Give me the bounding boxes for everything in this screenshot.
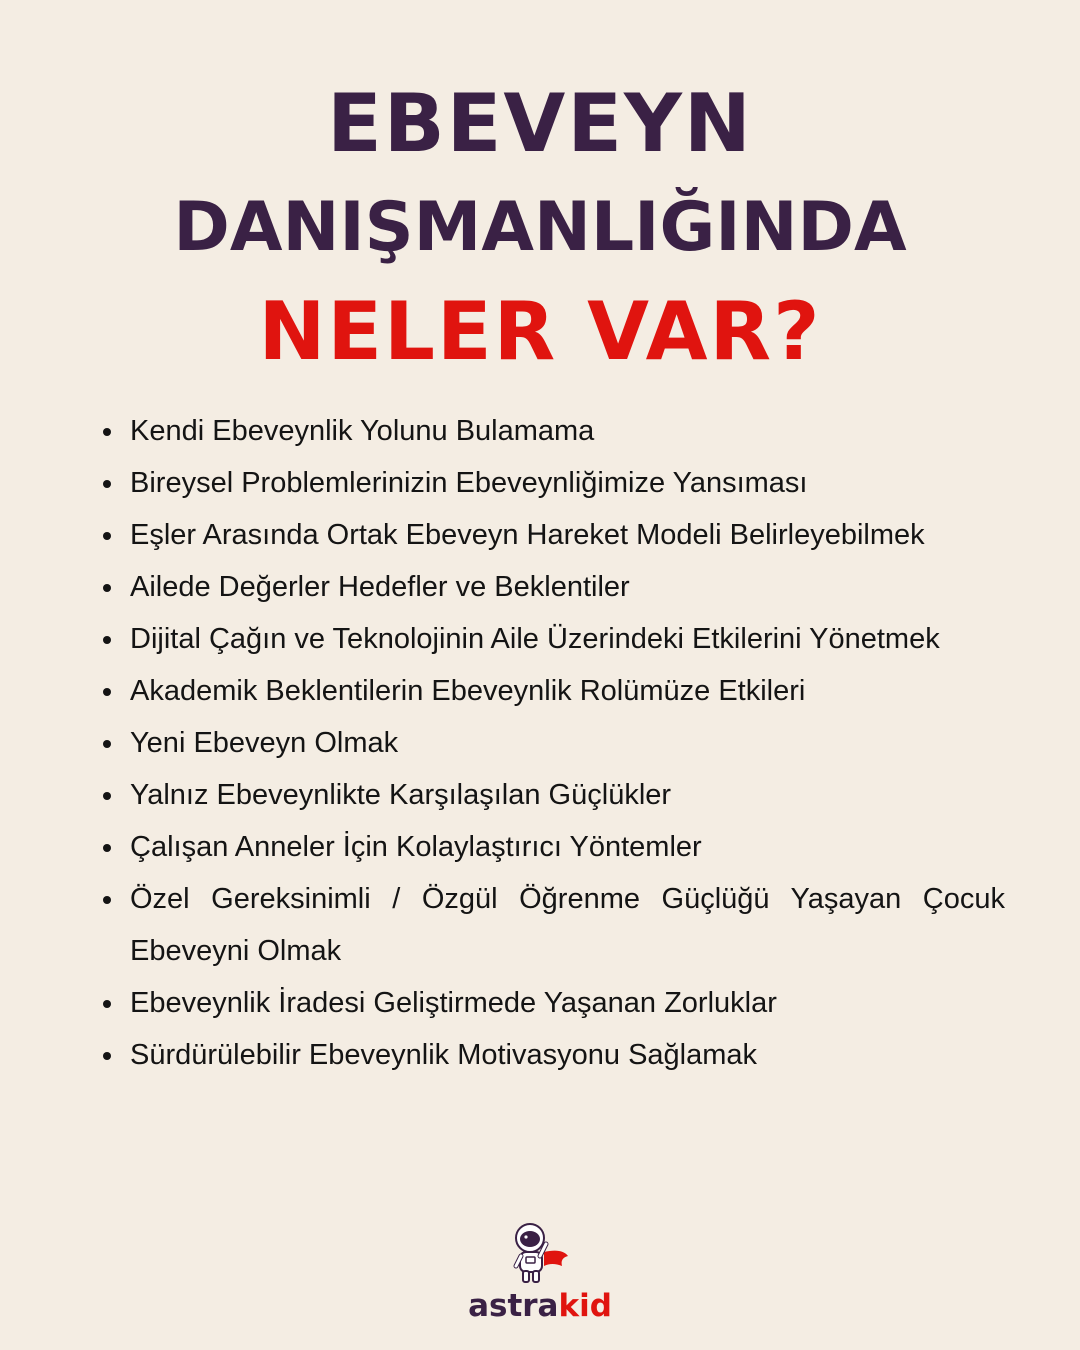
list-item (100, 561, 1005, 613)
list-item (100, 821, 1005, 873)
list-item (100, 977, 1005, 1029)
title-line-1: EBEVEYN (327, 77, 753, 170)
list-item-text: Çalışan Anneler İçin Kolaylaştırıcı Yöntemler (130, 831, 702, 863)
list-item-text: Ebeveynlik İradesi Geliştirmede Yaşanan Zorluklar (130, 987, 777, 1019)
topics-list (100, 405, 1005, 1081)
bullet-icon (103, 428, 111, 436)
bullet-icon (103, 688, 111, 696)
list-item (100, 509, 1005, 561)
astronaut-icon (500, 1222, 580, 1286)
list-item-text: Akademik Beklentilerin Ebeveynlik Rolümüze Etkileri (130, 675, 806, 707)
logo-text-kid: kid (558, 1288, 612, 1324)
title-line-2: DANIŞMANLIĞINDA (173, 188, 907, 267)
list-item-text: Bireysel Problemlerinizin Ebeveynliğimize Yansıması (130, 467, 808, 499)
logo-text-astra: astra (468, 1288, 559, 1324)
page-title (0, 72, 1080, 384)
list-item-text: Özel Gereksinimli / Özgül Öğrenme Güçlüğü Yaşayan Çocuk Ebeveyni Olmak (130, 883, 1005, 967)
list-item (100, 457, 1005, 509)
bullet-icon (103, 480, 111, 488)
list-item (100, 665, 1005, 717)
list-item (100, 1029, 1005, 1081)
bullet-icon (103, 792, 111, 800)
list-item-text: Kendi Ebeveynlik Yolunu Bulamama (130, 415, 595, 447)
list-item-text: Eşler Arasında Ortak Ebeveyn Hareket Modeli Belirleyebilmek (130, 519, 925, 551)
bullet-icon (103, 844, 111, 852)
bullet-icon (103, 584, 111, 592)
list-item (100, 873, 1005, 977)
logo-wordmark (0, 1288, 1080, 1324)
bullet-icon (103, 532, 111, 540)
brand-logo (0, 1222, 1080, 1324)
list-item-text: Yalnız Ebeveynlikte Karşılaşılan Güçlükler (130, 779, 672, 811)
list-item (100, 769, 1005, 821)
list-item-text: Yeni Ebeveyn Olmak (130, 727, 399, 759)
list-item-text: Sürdürülebilir Ebeveynlik Motivasyonu Sağlamak (130, 1039, 758, 1071)
list-item-text: Ailede Değerler Hedefler ve Beklentiler (130, 571, 630, 603)
list-item (100, 717, 1005, 769)
title-line-3: NELER VAR? (258, 285, 822, 378)
list-item (100, 405, 1005, 457)
bullet-icon (103, 1000, 111, 1008)
bullet-icon (103, 896, 111, 904)
bullet-icon (103, 1052, 111, 1060)
list-item-text: Dijital Çağın ve Teknolojinin Aile Üzerindeki Etkilerini Yönetmek (130, 623, 940, 655)
list-item (100, 613, 1005, 665)
bullet-icon (103, 636, 111, 644)
bullet-icon (103, 740, 111, 748)
